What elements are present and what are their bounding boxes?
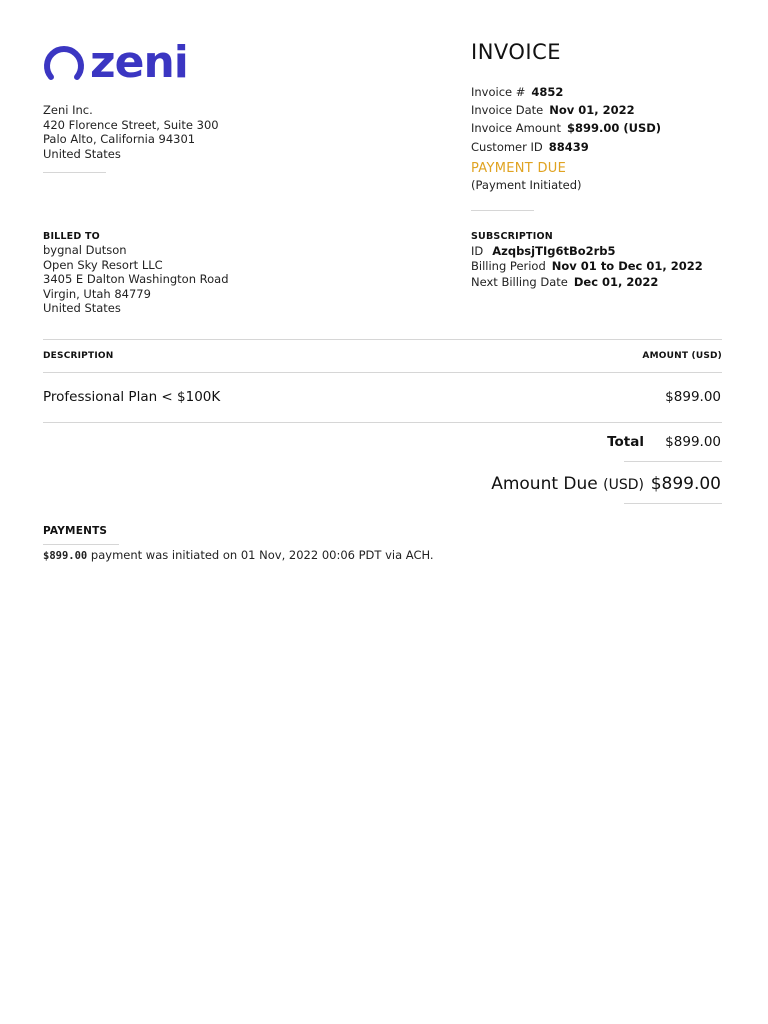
- table-header-rule: [43, 372, 722, 373]
- company-address: [43, 103, 219, 161]
- invoice-number: 4852: [531, 85, 564, 99]
- billed-to-heading: BILLED TO: [43, 231, 100, 242]
- billed-to-city: Virgin, Utah 84779: [43, 286, 151, 301]
- subscription-heading: SUBSCRIPTION: [471, 231, 553, 242]
- payment-status-note: (Payment Initiated): [471, 178, 582, 192]
- payment-status: PAYMENT DUE: [471, 161, 567, 176]
- billed-to-street: 3405 E Dalton Washington Road: [43, 272, 229, 286]
- customer-id-label: Customer ID: [471, 140, 543, 154]
- customer-id: 88439: [548, 140, 589, 154]
- invoice-date: Nov 01, 2022: [549, 103, 635, 117]
- billing-period: Nov 01 to Dec 01, 2022: [551, 259, 703, 273]
- line-item-amount: $899.00: [665, 389, 721, 405]
- invoice-date-label: Invoice Date: [471, 103, 544, 117]
- next-billing-row: [471, 275, 658, 289]
- subscription-id-row: [471, 244, 616, 258]
- amount-header: AMOUNT (USD): [642, 351, 722, 361]
- logo-wordmark: zeni: [90, 37, 188, 88]
- total-label: Total: [607, 434, 644, 450]
- company-divider: [43, 172, 106, 173]
- billed-to-address: [43, 243, 229, 316]
- payments-divider: [43, 544, 119, 545]
- payment-entry: [43, 548, 434, 564]
- next-billing-label: Next Billing Date: [471, 275, 568, 289]
- invoice-title: INVOICE: [471, 40, 562, 64]
- billed-to-name: bygnal Dutson: [43, 243, 127, 257]
- description-header: DESCRIPTION: [43, 351, 114, 361]
- amount-due-currency: (USD): [603, 477, 644, 493]
- company-street: 420 Florence Street, Suite 300: [43, 117, 219, 132]
- zeni-logo: [42, 38, 188, 88]
- subscription-id-label: ID: [471, 244, 484, 258]
- amount-due-label: Amount Due: [491, 474, 598, 494]
- invoice-number-row: [471, 85, 563, 99]
- company-name: Zeni Inc.: [43, 103, 93, 117]
- customer-id-row: [471, 140, 589, 154]
- subscription-id: AzqbsjTIg6tBo2rb5: [492, 244, 616, 258]
- table-top-rule: [43, 339, 722, 340]
- table-bottom-rule: [43, 422, 722, 423]
- company-country: United States: [43, 146, 121, 161]
- invoice-amount-label: Invoice Amount: [471, 121, 561, 135]
- invoice-amount: $899.00 (USD): [566, 121, 662, 135]
- status-divider: [471, 210, 534, 211]
- billing-period-label: Billing Period: [471, 259, 546, 273]
- invoice-number-label: Invoice #: [471, 85, 526, 99]
- payments-heading: PAYMENTS: [43, 525, 108, 537]
- total-amount: $899.00: [665, 434, 721, 450]
- amount-due-label-group: [491, 474, 644, 494]
- line-item-description: Professional Plan < $100K: [43, 389, 221, 405]
- invoice-date-row: [471, 103, 635, 117]
- amount-due-rule: [624, 503, 722, 504]
- payment-text: payment was initiated on 01 Nov, 2022 00:06 PDT via ACH.: [90, 548, 434, 562]
- invoice-amount-row: [471, 121, 661, 135]
- payment-amount: $899.00: [43, 550, 88, 562]
- billing-period-row: [471, 259, 703, 273]
- amount-due-value: $899.00: [650, 474, 721, 494]
- billed-to-company: Open Sky Resort LLC: [43, 257, 163, 272]
- next-billing-date: Dec 01, 2022: [573, 275, 659, 289]
- billed-to-country: United States: [43, 301, 121, 315]
- zeni-logo-icon: [42, 41, 86, 85]
- total-rule: [624, 461, 722, 462]
- company-city: Palo Alto, California 94301: [43, 132, 196, 146]
